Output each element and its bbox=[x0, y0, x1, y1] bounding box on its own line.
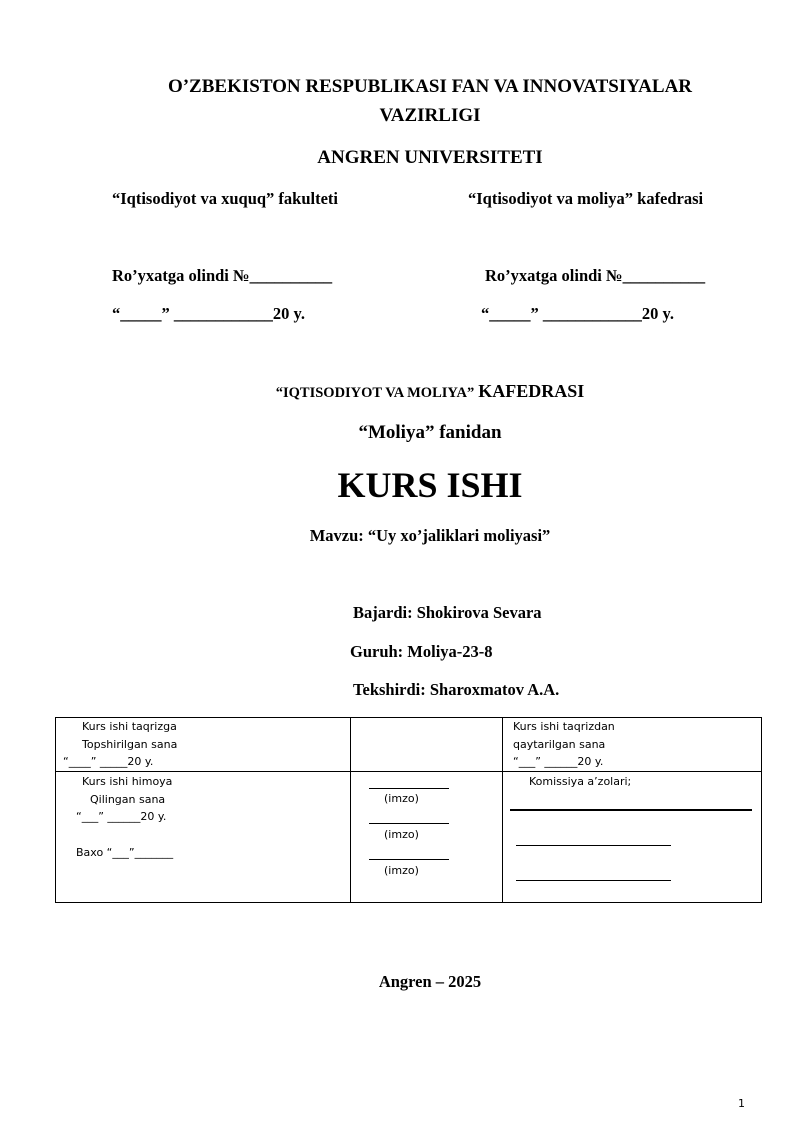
signature-label-2: (imzo) bbox=[384, 828, 419, 841]
return-date-field: “___” ______20 y. bbox=[513, 755, 604, 768]
department-heading-word: KAFEDRASI bbox=[478, 381, 585, 401]
grade-field: Baxo “___”_______ bbox=[76, 846, 174, 859]
table-cell-commission bbox=[503, 772, 762, 903]
page-number: 1 bbox=[738, 1097, 745, 1110]
table-cell-defense bbox=[56, 772, 351, 903]
department-heading bbox=[0, 381, 800, 402]
table-cell-empty bbox=[351, 718, 503, 772]
faculty-name: “Iqtisodiyot va xuquq” fakulteti bbox=[112, 189, 339, 208]
defense-date-label: Qilingan sana bbox=[90, 793, 166, 806]
ministry-title-line1: O’ZBEKISTON RESPUBLIKASI FAN VA INNOVATSIYALAR bbox=[167, 76, 693, 97]
table-cell-submission bbox=[56, 718, 351, 772]
signature-label-1: (imzo) bbox=[384, 792, 419, 805]
review-info-table bbox=[55, 717, 762, 903]
checker-line: Tekshirdi: Sharoxmatov A.A. bbox=[353, 680, 560, 699]
registration-date-left: “_____” ____________20 y. bbox=[112, 304, 305, 323]
return-label: Kurs ishi taqrizdan bbox=[513, 720, 615, 733]
group-line: Guruh: Moliya-23-8 bbox=[350, 642, 493, 661]
table-row bbox=[56, 772, 762, 903]
commission-line-1 bbox=[510, 809, 752, 811]
ministry-title-line2: VAZIRLIGI bbox=[379, 105, 481, 126]
city-year: Angren – 2025 bbox=[378, 972, 482, 991]
registration-date-right: “_____” ____________20 y. bbox=[481, 304, 674, 323]
signature-line-2 bbox=[369, 823, 449, 824]
submission-date-label: Topshirilgan sana bbox=[82, 738, 178, 751]
university-name: ANGREN UNIVERSITETI bbox=[317, 147, 543, 168]
commission-label: Komissiya a’zolari; bbox=[529, 775, 632, 788]
table-cell-signatures bbox=[351, 772, 503, 903]
signature-line-1 bbox=[369, 788, 449, 789]
department-heading-name: “IQTISODIYOT VA MOLIYA” bbox=[275, 385, 475, 401]
commission-line-2 bbox=[516, 845, 671, 846]
table-row bbox=[56, 718, 762, 772]
department-name: “Iqtisodiyot va moliya” kafedrasi bbox=[468, 189, 704, 208]
subject-line: “Moliya” fanidan bbox=[358, 422, 502, 443]
table-cell-return bbox=[503, 718, 762, 772]
performer-line: Bajardi: Shokirova Sevara bbox=[353, 603, 542, 622]
document-title: KURS ISHI bbox=[337, 465, 523, 505]
registration-number-right: Ro’yxatga olindi №__________ bbox=[485, 266, 706, 285]
signature-label-3: (imzo) bbox=[384, 864, 419, 877]
defense-label: Kurs ishi himoya bbox=[82, 775, 173, 788]
signature-line-3 bbox=[369, 859, 449, 860]
registration-number-left: Ro’yxatga olindi №__________ bbox=[112, 266, 333, 285]
defense-date-field: “___” ______20 y. bbox=[76, 810, 167, 823]
return-date-label: qaytarilgan sana bbox=[513, 738, 606, 751]
commission-line-3 bbox=[516, 880, 671, 881]
submission-date-field: “____” _____20 y. bbox=[63, 755, 154, 768]
submission-label: Kurs ishi taqrizga bbox=[82, 720, 177, 733]
topic-line: Mavzu: “Uy xo’jaliklari moliyasi” bbox=[309, 526, 551, 545]
